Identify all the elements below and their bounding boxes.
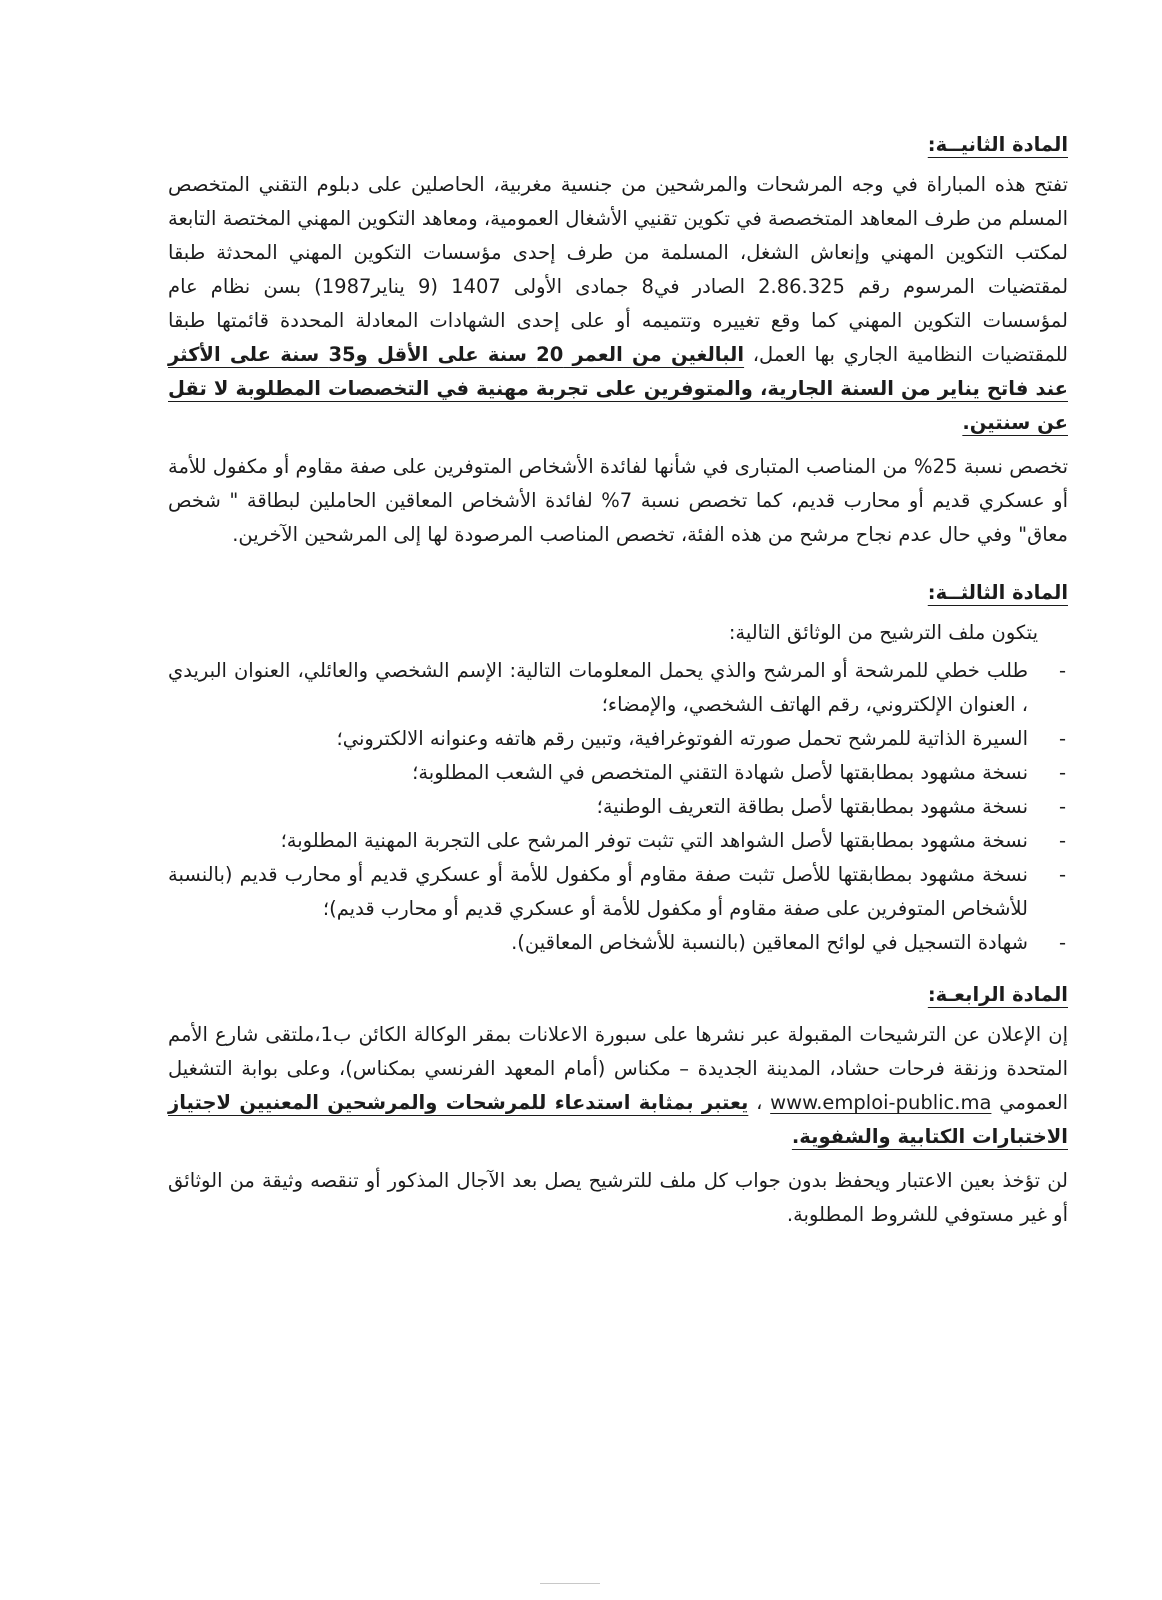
list-bullet: - [1058,795,1066,818]
list-item-text: نسخة مشهود بمطابقتها للأصل تثبت صفة مقاوم أو مكفول للأمة أو عسكري قديم أو محارب قديم (بالنسبة للأشخاص المتوفرين على صفة مقاوم أو مكفول للأمة أو عسكري قديم أو محارب قديم)؛ [168,863,1028,920]
list-item-text: السيرة الذاتية للمرشح تحمل صورته الفوتوغرافية، وتبين رقم هاتفه وعنوانه الالكتروني؛ [336,727,1028,750]
list-bullet: - [1058,761,1066,784]
list-bullet: - [1058,829,1066,852]
list-item-text: نسخة مشهود بمطابقتها لأصل بطاقة التعريف الوطنية؛ [596,795,1028,818]
list-item-text: نسخة مشهود بمطابقتها لأصل الشواهد التي تثبت توفر المرشح على التجربة المهنية المطلوبة؛ [280,829,1028,852]
article-3-heading: المادة الثالثــة: [927,581,1068,604]
list-item-text: طلب خطي للمرشحة أو المرشح والذي يحمل المعلومات التالية: الإسم الشخصي والعائلي، العنوان البريدي ، العنوان الإلكتروني، رقم الهاتف الشخصي، والإمضاء؛ [168,659,1028,716]
list-item [168,790,1068,824]
article-2-paragraph-1-text: تفتح هذه المباراة في وجه المرشحات والمرشحين من جنسية مغربية، الحاصلين على دبلوم التقني المتخصص المسلم من طرف المعاهد المتخصصة في تكوين تقنيي الأشغال العمومية، ومعاهد التكوين المهني المختصة التابعة لمكتب التكوين المهني وإنعاش الشغل، المسلمة من طرف إحدى مؤسسات التكوين المهني المحدثة طبقا لمقتضيات المرسوم رقم 2.86.325 الصادر في8 جمادى الأولى 1407 (9 يناير1987) بسن نظام عام لمؤسسات التكوين المهني كما وقع تغييره وتتميمه أو على إحدى الشهادات المعادلة المحددة قائمتها طبقا للمقتضيات النظامية الجاري بها العمل، [168,173,1069,366]
article-2-paragraph-2: تخصص نسبة 25% من المناصب المتبارى في شأنها لفائدة الأشخاص المتوفرين على صفة مقاوم أو مكفول للأمة أو عسكري قديم أو محارب قديم، كما تخصص نسبة 7% لفائدة الأشخاص المعاقين الحاملين لبطاقة " شخص معاق" وفي حال عدم نجاح مرشح من هذه الفئة، تخصص المناصب المرصودة لها إلى المرشحين الآخرين. [168,455,1069,546]
article-3-intro: يتكون ملف الترشيح من الوثائق التالية: [728,621,1038,644]
list-item [168,858,1068,926]
article-4-paragraph-1 [168,1018,1068,1154]
list-bullet: - [1058,659,1066,682]
list-bullet: - [1058,863,1066,886]
list-item [168,722,1068,756]
article-4-paragraph-1-text: إن الإعلان عن الترشيحات المقبولة عبر نشرها على سبورة الاعلانات بمقر الوكالة الكائن ب1،ملتقى شارع الأمم المتحدة وزنقة فرحات حشاد، المدينة الجديدة – مكناس (أمام المعهد الفرنسي بمكناس)، وعلى بوابة التشغيل العمومي [168,1023,1069,1114]
list-item [168,654,1068,722]
article-4-heading: المادة الرابعـة: [927,983,1068,1006]
list-item-text: شهادة التسجيل في لوائح المعاقين (بالنسبة للأشخاص المعاقين). [511,931,1028,954]
list-item [168,926,1068,960]
list-bullet: - [1058,727,1066,750]
article-2-age-experience-condition: البالغين من العمر 20 سنة على الأقل و35 سنة على الأكثر عند فاتح يناير من السنة الجارية، والمتوفرين على تجربة مهنية في التخصصات المطلوبة لا تقل عن سنتين. [168,343,1068,434]
document-page [168,128,1068,1242]
scan-mark [540,1583,600,1584]
list-bullet: - [1058,931,1066,954]
list-item-text: نسخة مشهود بمطابقتها لأصل شهادة التقني المتخصص في الشعب المطلوبة؛ [412,761,1028,784]
list-item [168,824,1068,858]
required-documents-list [168,654,1068,960]
article-4-convocation-notice: يعتبر بمثابة استدعاء للمرشحات والمرشحين المعنيين لاجتياز الاختبارات الكتابية والشفوية. [168,1091,1068,1148]
article-4-separator: ، [748,1091,771,1114]
article-2-heading: المادة الثانيــة: [927,133,1068,156]
list-item [168,756,1068,790]
emploi-public-link[interactable]: www.emploi-public.ma [770,1091,992,1114]
article-4-paragraph-2: لن تؤخذ بعين الاعتبار ويحفظ بدون جواب كل ملف للترشيح يصل بعد الآجال المذكور أو تنقصه وثيقة من الوثائق أو غير مستوفي للشروط المطلوبة. [168,1169,1068,1226]
article-2-paragraph-1 [168,168,1068,440]
